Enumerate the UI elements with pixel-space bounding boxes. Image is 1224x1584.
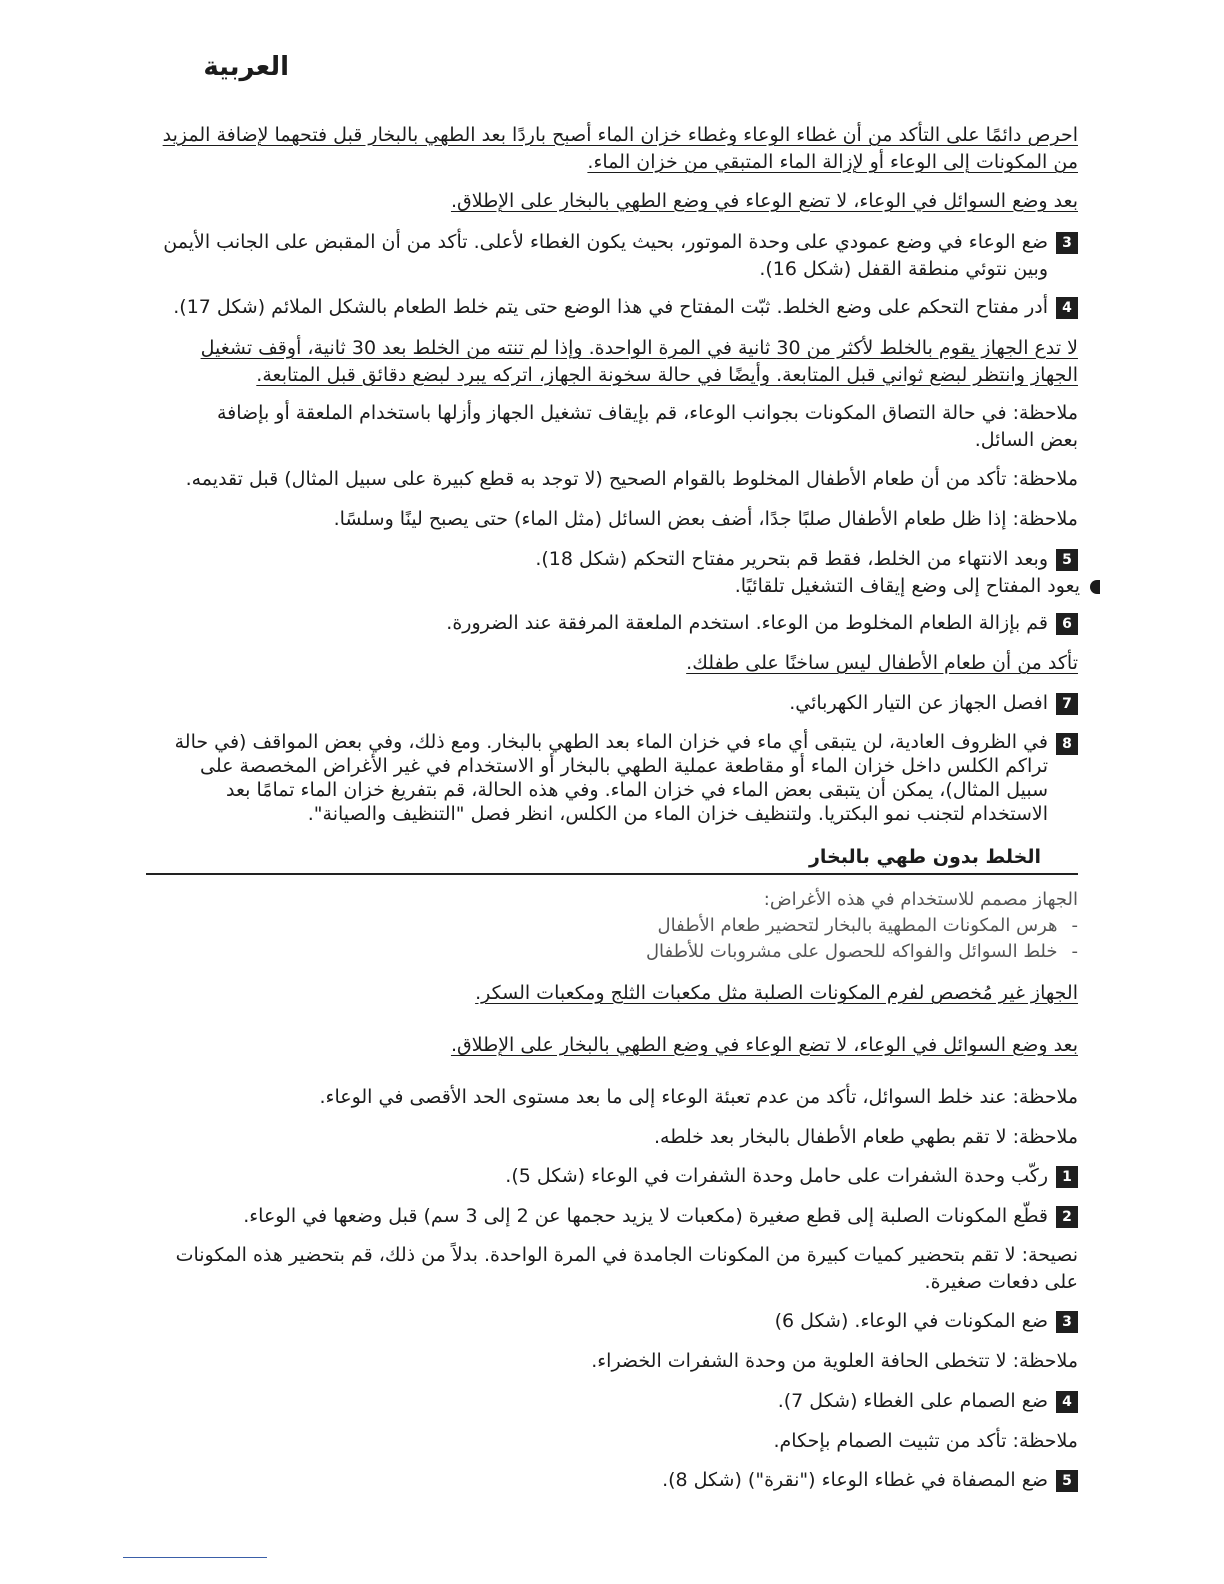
intended-use-item: [156, 912, 1078, 939]
warning-no-steam-liquids: بعد وضع السوائل في الوعاء، لا تضع الوعاء في وضع الطهي بالبخار على الإطلاق.: [450, 190, 1078, 212]
note-blade-unit: ملاحظة: لا تتخطى الحافة العلوية من وحدة الشفرات الخضراء.: [591, 1350, 1078, 1372]
blend-step-2: [156, 1203, 1078, 1230]
step-text: وبعد الانتهاء من الخلط، فقط قم بتحرير مفتاح التحكم (شكل 18).: [535, 548, 1048, 570]
step-number: 3: [1056, 1311, 1078, 1333]
intended-use-intro: الجهاز مصمم للاستخدام في هذه الأغراض:: [763, 889, 1078, 910]
bullet-icon: [1090, 580, 1100, 594]
note-no-steam-after: ملاحظة: لا تقم بطهي طعام الأطفال بالبخار بعد خلطه.: [654, 1126, 1078, 1148]
step-number: 4: [1056, 297, 1078, 319]
intended-use-item: [156, 938, 1078, 965]
step-text: ضع المكونات في الوعاء. (شكل 6): [774, 1310, 1048, 1332]
warning-blend-time: لا تدع الجهاز يقوم بالخلط لأكثر من 30 ثانية في المرة الواحدة. وإذا لم تنته من الخلط بعد 30 ثانية، أوقف تشغيل الجهاز وانتظر لبضع ثواني قبل المتابعة. وأيضًا في حالة سخونة الجهاز، اتركه يبرد لبضع دقائق قبل المتابعة.: [200, 337, 1078, 386]
step-text: ضع الوعاء في وضع عمودي على وحدة الموتور، بحيث يكون الغطاء لأعلى. تأكد من أن المقبض على الجانب الأيمن وبين نتوئي منطقة القفل (شكل 16).: [163, 231, 1048, 280]
blend-step-1: [156, 1163, 1078, 1190]
warning-no-steam-liquids-2: بعد وضع السوائل في الوعاء، لا تضع الوعاء في وضع الطهي بالبخار على الإطلاق.: [450, 1034, 1078, 1056]
bullet-text: يعود المفتاح إلى وضع إيقاف التشغيل تلقائيًا.: [734, 575, 1080, 597]
step-text: أدر مفتاح التحكم على وضع الخلط. ثبّت المفتاح في هذا الوضع حتى يتم خلط الطعام بالشكل الملائم (شكل 17).: [173, 296, 1048, 318]
step-7: [156, 690, 1078, 717]
blend-step-5: [156, 1467, 1078, 1494]
step-text: ركّب وحدة الشفرات على حامل وحدة الشفرات في الوعاء (شكل 5).: [505, 1165, 1048, 1187]
step-number: 5: [1056, 549, 1078, 571]
step-text: في الظروف العادية، لن يتبقى أي ماء في خزان الماء بعد الطهي بالبخار. ومع ذلك، وفي بعض المواقف (في حالة تراكم الكلس داخل خزان الماء أو مقاطعة عملية الطهي بالبخار أو الاستخدام في غير الأغراض المخصصة على سبيل المثال)، يمكن أن يتبقى بعض الماء في خزان الماء. وفي هذه الحالة، قم بتفريغ خزان الماء تمامًا بعد الاستخدام لتجنب نمو البكتريا. ولتنظيف خزان الماء من الكلس، انظر فصل "التنظيف والصيانة".: [174, 731, 1048, 825]
blend-step-4: [156, 1388, 1078, 1415]
warning-no-hard: الجهاز غير مُخصص لفرم المكونات الصلبة مثل مكعبات الثلج ومكعبات السكر.: [475, 982, 1078, 1004]
use-text: خلط السوائل والفواكه للحصول على مشروبات للأطفال: [645, 941, 1058, 962]
section-divider: [146, 873, 1078, 875]
step-text: ضع الصمام على الغطاء (شكل 7).: [777, 1390, 1048, 1412]
tip-small-batches: نصيحة: لا تقم بتحضير كميات كبيرة من المكونات الجامدة في المرة الواحدة. بدلاً من ذلك، قم بتحضير هذه المكونات على دفعات صغيرة.: [175, 1244, 1078, 1293]
use-text: هرس المكونات المطهية بالبخار لتحضير طعام الأطفال: [657, 915, 1058, 936]
step-4: [156, 294, 1078, 321]
step-number: 4: [1056, 1391, 1078, 1413]
step-number: 3: [1056, 232, 1078, 254]
step-text: ضع المصفاة في غطاء الوعاء ("نقرة") (شكل 8).: [662, 1469, 1048, 1491]
section-heading: الخلط بدون طهي بالبخار: [808, 846, 1041, 868]
step-6: [156, 610, 1078, 637]
step-number: 8: [1056, 733, 1078, 755]
step-number: 2: [1056, 1206, 1078, 1228]
step-text: افصل الجهاز عن التيار الكهربائي.: [789, 692, 1048, 714]
blend-step-3: [156, 1308, 1078, 1335]
warning-cool-lids: احرص دائمًا على التأكد من أن غطاء الوعاء وغطاء خزان الماء أصبح باردًا بعد الطهي بالبخار قبل فتحهما لإضافة المزيد من المكونات إلى الوعاء أو لإزالة الماء المتبقي من خزان الماء.: [162, 124, 1078, 173]
note-max-level: ملاحظة: عند خلط السوائل، تأكد من عدم تعبئة الوعاء إلى ما بعد مستوى الحد الأقصى في الوعاء.: [319, 1086, 1078, 1108]
dash: -: [1071, 941, 1078, 962]
note-consistency: ملاحظة: تأكد من أن طعام الأطفال المخلوط بالقوام الصحيح (لا توجد به قطع كبيرة على سبيل المثال) قبل تقديمه.: [185, 468, 1078, 490]
note-valve: ملاحظة: تأكد من تثبيت الصمام بإحكام.: [773, 1430, 1078, 1452]
warning-not-hot: تأكد من أن طعام الأطفال ليس ساخنًا على طفلك.: [686, 652, 1078, 674]
step-5: [156, 546, 1078, 600]
dash: -: [1071, 915, 1078, 936]
step-number: 5: [1056, 1470, 1078, 1492]
step-8: [156, 730, 1078, 826]
step-number: 6: [1056, 613, 1078, 635]
step-number: 7: [1056, 693, 1078, 715]
step-number: 1: [1056, 1166, 1078, 1188]
footer-rule: [123, 1557, 267, 1558]
step-text: قطّع المكونات الصلبة إلى قطع صغيرة (مكعبات لا يزيد حجمها عن 2 إلى 3 سم) قبل وضعها في الوعاء.: [243, 1205, 1048, 1227]
note-stick: ملاحظة: في حالة التصاق المكونات بجوانب الوعاء، قم بإيقاف تشغيل الجهاز وأزلها باستخدام الملعقة أو بإضافة بعض السائل.: [216, 402, 1078, 451]
note-too-thick: ملاحظة: إذا ظل طعام الأطفال صلبًا جدًا، أضف بعض السائل (مثل الماء) حتى يصبح لينًا وسلسًا.: [333, 508, 1078, 530]
step-3: [156, 229, 1078, 283]
language-label: العربية: [203, 52, 289, 82]
step-text: قم بإزالة الطعام المخلوط من الوعاء. استخدم الملعقة المرفقة عند الضرورة.: [446, 612, 1048, 634]
